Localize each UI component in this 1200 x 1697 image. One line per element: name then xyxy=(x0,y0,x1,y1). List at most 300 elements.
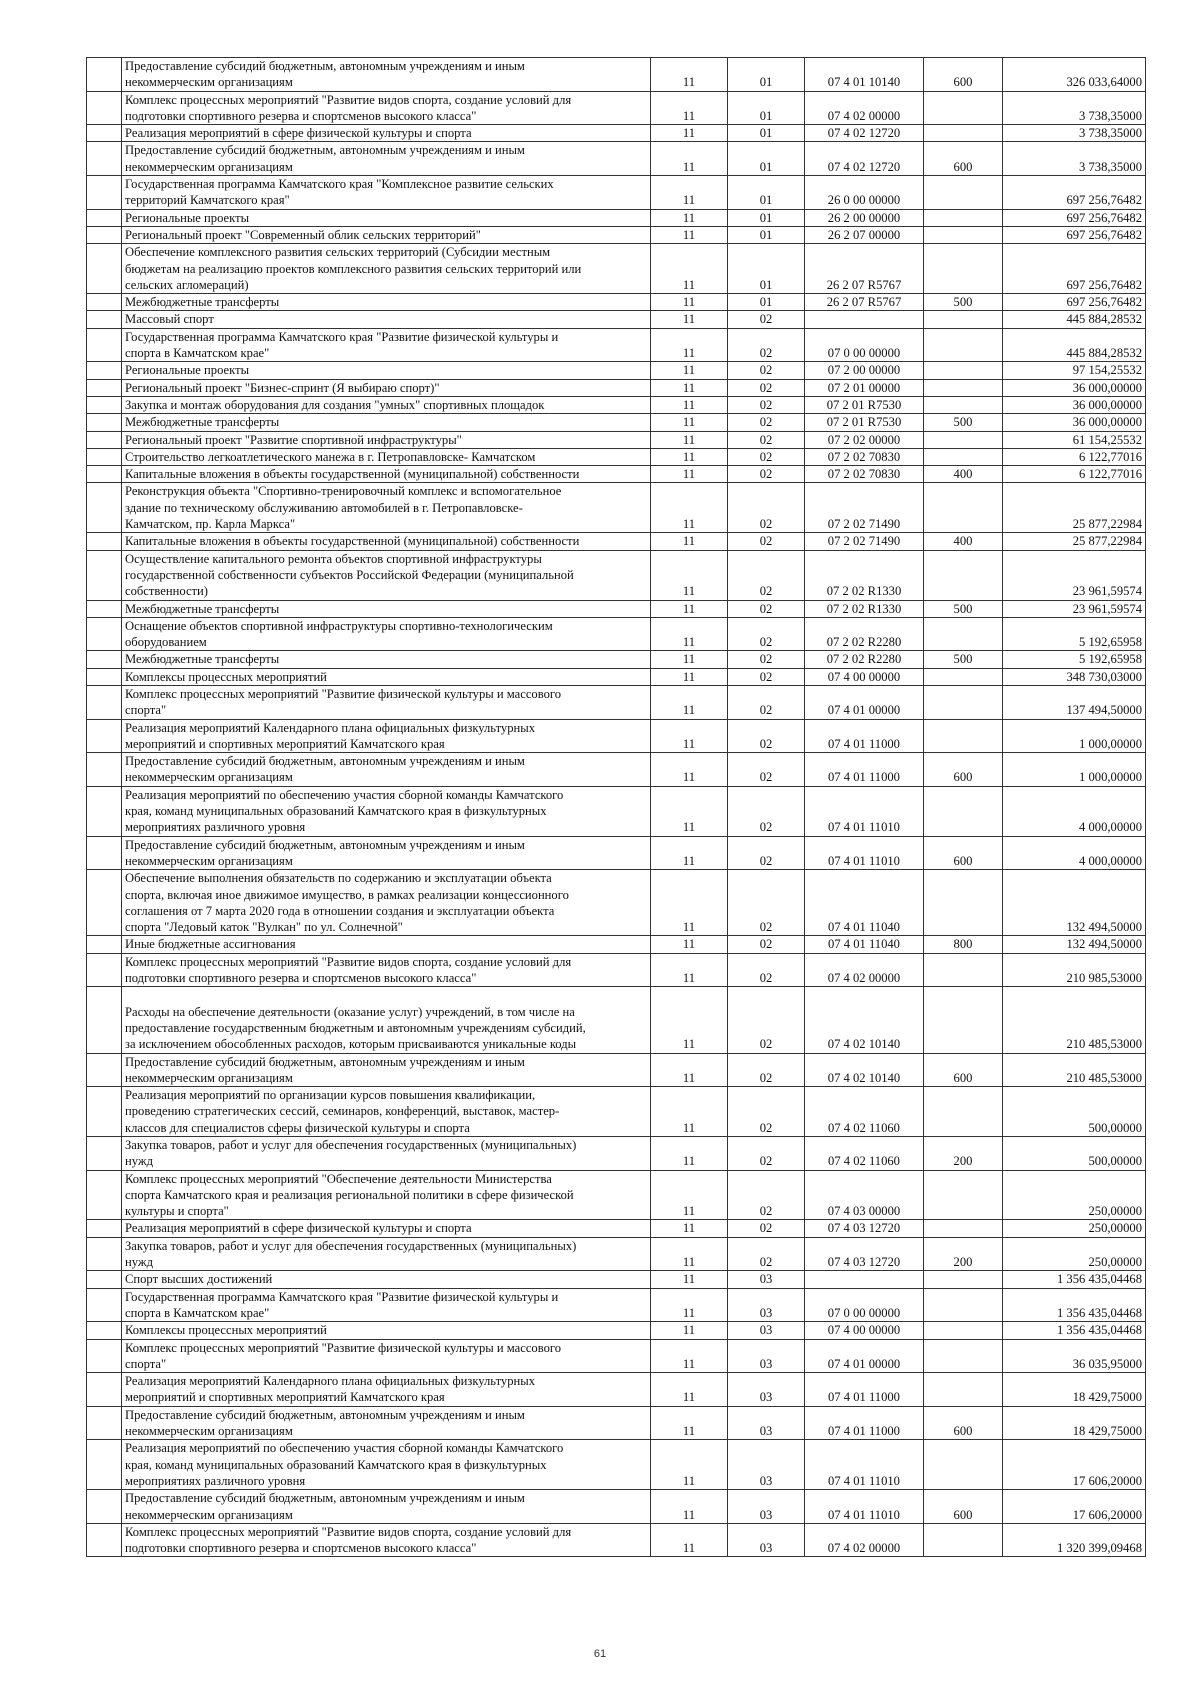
table-row xyxy=(87,1271,1146,1288)
subsection-code-cell: 02 xyxy=(728,870,805,936)
expense-type-cell xyxy=(924,550,1003,600)
section-code-cell: 11 xyxy=(651,685,728,719)
section-code-cell: 11 xyxy=(651,953,728,987)
target-article-cell: 07 4 03 12720 xyxy=(805,1220,924,1237)
expense-type-cell: 400 xyxy=(924,533,1003,550)
expense-type-cell xyxy=(924,483,1003,533)
section-code-cell: 11 xyxy=(651,836,728,870)
blank-cell xyxy=(87,58,122,92)
expense-type-cell xyxy=(924,1087,1003,1137)
target-article-cell xyxy=(805,1271,924,1288)
table-row xyxy=(87,1170,1146,1220)
subsection-code-cell: 02 xyxy=(728,362,805,379)
target-article-cell: 07 4 01 11000 xyxy=(805,1406,924,1440)
blank-cell xyxy=(87,1440,122,1490)
item-name-cell: Комплексы процессных мероприятий xyxy=(122,1322,651,1339)
blank-cell xyxy=(87,362,122,379)
expense-type-cell xyxy=(924,1288,1003,1322)
target-article-cell: 07 4 01 11000 xyxy=(805,1373,924,1407)
subsection-code-cell: 01 xyxy=(728,226,805,243)
subsection-code-cell: 02 xyxy=(728,448,805,465)
expense-type-cell xyxy=(924,91,1003,125)
subsection-code-cell: 02 xyxy=(728,685,805,719)
table-row xyxy=(87,176,1146,210)
expense-type-cell xyxy=(924,431,1003,448)
amount-cell: 17 606,20000 xyxy=(1003,1440,1146,1490)
subsection-code-cell: 03 xyxy=(728,1490,805,1524)
subsection-code-cell: 01 xyxy=(728,209,805,226)
table-row xyxy=(87,448,1146,465)
item-name-cell: Реализация мероприятий по обеспечению участия сборной команды Камчатского края, команд муниципальных образований Камчатского края в физкультурных мероприятиях различного уровня xyxy=(122,1440,651,1490)
expense-type-cell: 500 xyxy=(924,294,1003,311)
subsection-code-cell: 02 xyxy=(728,1237,805,1271)
table-row xyxy=(87,533,1146,550)
item-name-cell: Межбюджетные трансферты xyxy=(122,414,651,431)
amount-cell: 1 000,00000 xyxy=(1003,753,1146,787)
expense-type-cell: 600 xyxy=(924,1490,1003,1524)
target-article-cell: 07 4 03 00000 xyxy=(805,1170,924,1220)
expense-type-cell: 600 xyxy=(924,1053,1003,1087)
expense-type-cell xyxy=(924,125,1003,142)
subsection-code-cell: 01 xyxy=(728,244,805,294)
subsection-code-cell: 02 xyxy=(728,431,805,448)
subsection-code-cell: 02 xyxy=(728,414,805,431)
blank-cell xyxy=(87,142,122,176)
subsection-code-cell: 02 xyxy=(728,1137,805,1171)
amount-cell: 25 877,22984 xyxy=(1003,483,1146,533)
blank-cell xyxy=(87,550,122,600)
blank-cell xyxy=(87,719,122,753)
blank-cell xyxy=(87,1137,122,1171)
subsection-code-cell: 01 xyxy=(728,125,805,142)
amount-cell: 250,00000 xyxy=(1003,1237,1146,1271)
subsection-code-cell: 02 xyxy=(728,550,805,600)
blank-cell xyxy=(87,431,122,448)
amount-cell: 1 356 435,04468 xyxy=(1003,1322,1146,1339)
section-code-cell: 11 xyxy=(651,987,728,1053)
table-row xyxy=(87,466,1146,483)
blank-cell xyxy=(87,1271,122,1288)
blank-cell xyxy=(87,1322,122,1339)
item-name-cell: Реконструкция объекта "Спортивно-тренировочный комплекс и вспомогательное здание по техническому обслуживанию автомобилей в г. Петропавловске- Камчатском, пр. Карла Маркса" xyxy=(122,483,651,533)
blank-cell xyxy=(87,953,122,987)
expense-type-cell: 500 xyxy=(924,414,1003,431)
target-article-cell: 07 2 01 R7530 xyxy=(805,396,924,413)
amount-cell: 23 961,59574 xyxy=(1003,600,1146,617)
table-row xyxy=(87,1053,1146,1087)
item-name-cell: Региональный проект "Современный облик сельских территорий" xyxy=(122,226,651,243)
table-row xyxy=(87,209,1146,226)
section-code-cell: 11 xyxy=(651,786,728,836)
blank-cell xyxy=(87,448,122,465)
table-row xyxy=(87,1440,1146,1490)
subsection-code-cell: 03 xyxy=(728,1373,805,1407)
blank-cell xyxy=(87,1523,122,1557)
expense-type-cell xyxy=(924,396,1003,413)
blank-cell xyxy=(87,1237,122,1271)
section-code-cell: 11 xyxy=(651,483,728,533)
target-article-cell: 07 4 01 00000 xyxy=(805,685,924,719)
subsection-code-cell: 03 xyxy=(728,1523,805,1557)
blank-cell xyxy=(87,600,122,617)
table-row xyxy=(87,617,1146,651)
target-article-cell: 07 2 02 71490 xyxy=(805,483,924,533)
section-code-cell: 11 xyxy=(651,870,728,936)
blank-cell xyxy=(87,1053,122,1087)
item-name-cell: Межбюджетные трансферты xyxy=(122,294,651,311)
expense-type-cell xyxy=(924,617,1003,651)
table-row xyxy=(87,226,1146,243)
item-name-cell: Реализация мероприятий в сфере физической культуры и спорта xyxy=(122,125,651,142)
table-row xyxy=(87,1523,1146,1557)
subsection-code-cell: 03 xyxy=(728,1322,805,1339)
blank-cell xyxy=(87,294,122,311)
amount-cell: 1 000,00000 xyxy=(1003,719,1146,753)
item-name-cell: Закупка товаров, работ и услуг для обеспечения государственных (муниципальных) нужд xyxy=(122,1137,651,1171)
subsection-code-cell: 02 xyxy=(728,396,805,413)
amount-cell: 132 494,50000 xyxy=(1003,936,1146,953)
blank-cell xyxy=(87,311,122,328)
item-name-cell: Комплекс процессных мероприятий "Развитие видов спорта, создание условий для подготовки спортивного резерва и спортсменов высокого класса" xyxy=(122,91,651,125)
target-article-cell: 07 4 02 12720 xyxy=(805,125,924,142)
amount-cell: 697 256,76482 xyxy=(1003,244,1146,294)
expense-type-cell: 600 xyxy=(924,836,1003,870)
blank-cell xyxy=(87,651,122,668)
expense-type-cell xyxy=(924,1271,1003,1288)
section-code-cell: 11 xyxy=(651,226,728,243)
item-name-cell: Региональные проекты xyxy=(122,209,651,226)
amount-cell: 17 606,20000 xyxy=(1003,1490,1146,1524)
table-row xyxy=(87,294,1146,311)
blank-cell xyxy=(87,1373,122,1407)
table-row xyxy=(87,58,1146,92)
subsection-code-cell: 02 xyxy=(728,533,805,550)
expense-type-cell xyxy=(924,719,1003,753)
expense-type-cell xyxy=(924,311,1003,328)
item-name-cell: Государственная программа Камчатского края "Развитие физической культуры и спорта в Камчатском крае" xyxy=(122,328,651,362)
amount-cell: 18 429,75000 xyxy=(1003,1406,1146,1440)
item-name-cell: Региональный проект "Развитие спортивной инфраструктуры" xyxy=(122,431,651,448)
blank-cell xyxy=(87,1220,122,1237)
section-code-cell: 11 xyxy=(651,379,728,396)
item-name-cell: Реализация мероприятий по организации курсов повышения квалификации, проведению стратегических сессий, семинаров, конференций, выставок, мастер- классов для специалистов сферы физической культуры и спорта xyxy=(122,1087,651,1137)
subsection-code-cell: 01 xyxy=(728,142,805,176)
subsection-code-cell: 02 xyxy=(728,1170,805,1220)
section-code-cell: 11 xyxy=(651,1288,728,1322)
table-row xyxy=(87,125,1146,142)
item-name-cell: Предоставление субсидий бюджетным, автономным учреждениям и иным некоммерческим организациям xyxy=(122,1490,651,1524)
table-row xyxy=(87,1087,1146,1137)
amount-cell: 250,00000 xyxy=(1003,1220,1146,1237)
table-row xyxy=(87,1373,1146,1407)
blank-cell xyxy=(87,753,122,787)
item-name-cell: Обеспечение комплексного развития сельских территорий (Субсидии местным бюджетам на реализацию проектов комплексного развития сельских территорий или сельских агломераций) xyxy=(122,244,651,294)
blank-cell xyxy=(87,1288,122,1322)
table-row xyxy=(87,244,1146,294)
section-code-cell: 11 xyxy=(651,1271,728,1288)
table-row xyxy=(87,431,1146,448)
target-article-cell: 07 4 01 11010 xyxy=(805,1440,924,1490)
blank-cell xyxy=(87,483,122,533)
expense-type-cell xyxy=(924,209,1003,226)
amount-cell: 36 000,00000 xyxy=(1003,414,1146,431)
item-name-cell: Капитальные вложения в объекты государственной (муниципальной) собственности xyxy=(122,533,651,550)
amount-cell: 445 884,28532 xyxy=(1003,311,1146,328)
blank-cell xyxy=(87,1406,122,1440)
expense-type-cell xyxy=(924,668,1003,685)
target-article-cell: 07 2 01 R7530 xyxy=(805,414,924,431)
amount-cell: 445 884,28532 xyxy=(1003,328,1146,362)
target-article-cell: 07 4 02 00000 xyxy=(805,953,924,987)
table-row xyxy=(87,550,1146,600)
blank-cell xyxy=(87,209,122,226)
item-name-cell: Комплекс процессных мероприятий "Обеспечение деятельности Министерства спорта Камчатского края и реализация региональной политики в сфере физической культуры и спорта" xyxy=(122,1170,651,1220)
amount-cell: 3 738,35000 xyxy=(1003,125,1146,142)
target-article-cell: 07 4 00 00000 xyxy=(805,668,924,685)
target-article-cell: 07 0 00 00000 xyxy=(805,328,924,362)
item-name-cell: Реализация мероприятий по обеспечению участия сборной команды Камчатского края, команд муниципальных образований Камчатского края в физкультурных мероприятиях различного уровня xyxy=(122,786,651,836)
section-code-cell: 11 xyxy=(651,58,728,92)
item-name-cell: Спорт высших достижений xyxy=(122,1271,651,1288)
amount-cell: 250,00000 xyxy=(1003,1170,1146,1220)
section-code-cell: 11 xyxy=(651,142,728,176)
amount-cell: 4 000,00000 xyxy=(1003,786,1146,836)
subsection-code-cell: 02 xyxy=(728,466,805,483)
item-name-cell: Иные бюджетные ассигнования xyxy=(122,936,651,953)
blank-cell xyxy=(87,396,122,413)
blank-cell xyxy=(87,987,122,1053)
section-code-cell: 11 xyxy=(651,1237,728,1271)
section-code-cell: 11 xyxy=(651,936,728,953)
item-name-cell: Оснащение объектов спортивной инфраструктуры спортивно-технологическим оборудованием xyxy=(122,617,651,651)
expense-type-cell xyxy=(924,448,1003,465)
target-article-cell: 07 4 01 11000 xyxy=(805,719,924,753)
amount-cell: 3 738,35000 xyxy=(1003,142,1146,176)
amount-cell: 5 192,65958 xyxy=(1003,651,1146,668)
expense-type-cell xyxy=(924,1170,1003,1220)
expense-type-cell: 500 xyxy=(924,600,1003,617)
item-name-cell: Массовый спорт xyxy=(122,311,651,328)
amount-cell: 697 256,76482 xyxy=(1003,209,1146,226)
expense-type-cell xyxy=(924,870,1003,936)
expense-type-cell: 600 xyxy=(924,753,1003,787)
blank-cell xyxy=(87,533,122,550)
amount-cell: 18 429,75000 xyxy=(1003,1373,1146,1407)
section-code-cell: 11 xyxy=(651,328,728,362)
section-code-cell: 11 xyxy=(651,125,728,142)
table-row xyxy=(87,483,1146,533)
amount-cell: 1 356 435,04468 xyxy=(1003,1271,1146,1288)
expense-type-cell xyxy=(924,379,1003,396)
subsection-code-cell: 01 xyxy=(728,294,805,311)
target-article-cell: 07 2 02 R2280 xyxy=(805,617,924,651)
target-article-cell: 07 4 02 11060 xyxy=(805,1087,924,1137)
subsection-code-cell: 02 xyxy=(728,483,805,533)
amount-cell: 1 356 435,04468 xyxy=(1003,1288,1146,1322)
subsection-code-cell: 02 xyxy=(728,836,805,870)
subsection-code-cell: 01 xyxy=(728,91,805,125)
target-article-cell: 07 4 01 11000 xyxy=(805,753,924,787)
blank-cell xyxy=(87,176,122,210)
section-code-cell: 11 xyxy=(651,1440,728,1490)
table-row xyxy=(87,142,1146,176)
expense-type-cell xyxy=(924,1339,1003,1373)
table-row xyxy=(87,936,1146,953)
target-article-cell: 07 4 02 00000 xyxy=(805,91,924,125)
section-code-cell: 11 xyxy=(651,617,728,651)
item-name-cell: Закупка и монтаж оборудования для создания "умных" спортивных площадок xyxy=(122,396,651,413)
table-row xyxy=(87,396,1146,413)
blank-cell xyxy=(87,379,122,396)
section-code-cell: 11 xyxy=(651,448,728,465)
target-article-cell: 07 2 02 R1330 xyxy=(805,550,924,600)
subsection-code-cell: 02 xyxy=(728,617,805,651)
section-code-cell: 11 xyxy=(651,1087,728,1137)
amount-cell: 500,00000 xyxy=(1003,1137,1146,1171)
target-article-cell: 26 2 07 R5767 xyxy=(805,244,924,294)
expense-type-cell xyxy=(924,1440,1003,1490)
item-name-cell: Комплекс процессных мероприятий "Развитие физической культуры и массового спорта" xyxy=(122,685,651,719)
table-row xyxy=(87,668,1146,685)
expense-type-cell xyxy=(924,1220,1003,1237)
subsection-code-cell: 03 xyxy=(728,1406,805,1440)
item-name-cell: Государственная программа Камчатского края "Развитие физической культуры и спорта в Камчатском крае" xyxy=(122,1288,651,1322)
expense-type-cell: 400 xyxy=(924,466,1003,483)
section-code-cell: 11 xyxy=(651,1373,728,1407)
table-row xyxy=(87,1288,1146,1322)
amount-cell: 210 485,53000 xyxy=(1003,1053,1146,1087)
blank-cell xyxy=(87,870,122,936)
item-name-cell: Реализация мероприятий в сфере физической культуры и спорта xyxy=(122,1220,651,1237)
expense-type-cell xyxy=(924,1373,1003,1407)
table-row xyxy=(87,1220,1146,1237)
section-code-cell: 11 xyxy=(651,311,728,328)
section-code-cell: 11 xyxy=(651,244,728,294)
table-row xyxy=(87,719,1146,753)
table-row xyxy=(87,91,1146,125)
target-article-cell: 07 4 00 00000 xyxy=(805,1322,924,1339)
section-code-cell: 11 xyxy=(651,550,728,600)
subsection-code-cell: 02 xyxy=(728,936,805,953)
subsection-code-cell: 02 xyxy=(728,1220,805,1237)
target-article-cell: 07 4 01 11010 xyxy=(805,786,924,836)
item-name-cell: Предоставление субсидий бюджетным, автономным учреждениям и иным некоммерческим организациям xyxy=(122,1406,651,1440)
expense-type-cell: 800 xyxy=(924,936,1003,953)
table-row xyxy=(87,753,1146,787)
target-article-cell: 26 2 07 R5767 xyxy=(805,294,924,311)
expense-type-cell: 200 xyxy=(924,1237,1003,1271)
amount-cell: 210 485,53000 xyxy=(1003,987,1146,1053)
target-article-cell: 07 2 01 00000 xyxy=(805,379,924,396)
amount-cell: 132 494,50000 xyxy=(1003,870,1146,936)
expense-type-cell: 500 xyxy=(924,651,1003,668)
expense-type-cell xyxy=(924,786,1003,836)
section-code-cell: 11 xyxy=(651,294,728,311)
amount-cell: 326 033,64000 xyxy=(1003,58,1146,92)
table-row xyxy=(87,685,1146,719)
blank-cell xyxy=(87,685,122,719)
expense-type-cell: 200 xyxy=(924,1137,1003,1171)
item-name-cell: Предоставление субсидий бюджетным, автономным учреждениям и иным некоммерческим организациям xyxy=(122,1053,651,1087)
subsection-code-cell: 02 xyxy=(728,953,805,987)
table-row xyxy=(87,870,1146,936)
expense-type-cell xyxy=(924,226,1003,243)
expense-type-cell: 600 xyxy=(924,58,1003,92)
section-code-cell: 11 xyxy=(651,1220,728,1237)
item-name-cell: Межбюджетные трансферты xyxy=(122,600,651,617)
blank-cell xyxy=(87,836,122,870)
amount-cell: 25 877,22984 xyxy=(1003,533,1146,550)
amount-cell: 23 961,59574 xyxy=(1003,550,1146,600)
subsection-code-cell: 02 xyxy=(728,1087,805,1137)
item-name-cell: Строительство легкоатлетического манежа в г. Петропавловске- Камчатском xyxy=(122,448,651,465)
subsection-code-cell: 02 xyxy=(728,753,805,787)
subsection-code-cell: 02 xyxy=(728,668,805,685)
blank-cell xyxy=(87,125,122,142)
item-name-cell: Межбюджетные трансферты xyxy=(122,651,651,668)
expense-type-cell xyxy=(924,953,1003,987)
item-name-cell: Комплекс процессных мероприятий "Развитие видов спорта, создание условий для подготовки спортивного резерва и спортсменов высокого класса" xyxy=(122,1523,651,1557)
section-code-cell: 11 xyxy=(651,431,728,448)
item-name-cell: Предоставление субсидий бюджетным, автономным учреждениям и иным некоммерческим организациям xyxy=(122,58,651,92)
section-code-cell: 11 xyxy=(651,651,728,668)
section-code-cell: 11 xyxy=(651,1523,728,1557)
item-name-cell: Реализация мероприятий Календарного плана официальных физкультурных мероприятий и спортивных мероприятий Камчатского края xyxy=(122,1373,651,1407)
target-article-cell: 07 4 01 00000 xyxy=(805,1339,924,1373)
amount-cell: 6 122,77016 xyxy=(1003,448,1146,465)
amount-cell: 36 000,00000 xyxy=(1003,379,1146,396)
section-code-cell: 11 xyxy=(651,1053,728,1087)
item-name-cell: Капитальные вложения в объекты государственной (муниципальной) собственности xyxy=(122,466,651,483)
amount-cell: 3 738,35000 xyxy=(1003,91,1146,125)
amount-cell: 4 000,00000 xyxy=(1003,836,1146,870)
item-name-cell: Региональные проекты xyxy=(122,362,651,379)
blank-cell xyxy=(87,1087,122,1137)
target-article-cell: 07 4 02 12720 xyxy=(805,142,924,176)
amount-cell: 36 035,95000 xyxy=(1003,1339,1146,1373)
table-row xyxy=(87,328,1146,362)
section-code-cell: 11 xyxy=(651,396,728,413)
item-name-cell: Обеспечение выполнения обязательств по содержанию и эксплуатации объекта спорта, включая иное движимое имущество, в рамках реализации концессионного соглашения от 7 марта 2020 года в отношении создания и эксплуатации объекта спорта "Ледовый каток "Вулкан" по ул. Солнечной" xyxy=(122,870,651,936)
table-row xyxy=(87,836,1146,870)
subsection-code-cell: 02 xyxy=(728,651,805,668)
section-code-cell: 11 xyxy=(651,176,728,210)
section-code-cell: 11 xyxy=(651,1339,728,1373)
expense-type-cell: 600 xyxy=(924,142,1003,176)
subsection-code-cell: 02 xyxy=(728,719,805,753)
item-name-cell: Реализация мероприятий Календарного плана официальных физкультурных мероприятий и спортивных мероприятий Камчатского края xyxy=(122,719,651,753)
target-article-cell: 07 0 00 00000 xyxy=(805,1288,924,1322)
expense-type-cell xyxy=(924,1322,1003,1339)
target-article-cell: 26 0 00 00000 xyxy=(805,176,924,210)
table-row xyxy=(87,600,1146,617)
table-row xyxy=(87,1322,1146,1339)
table-row xyxy=(87,1490,1146,1524)
blank-cell xyxy=(87,226,122,243)
target-article-cell: 07 2 02 70830 xyxy=(805,466,924,483)
item-name-cell: Расходы на обеспечение деятельности (оказание услуг) учреждений, в том числе на предоставление государственным бюджетным и автономным учреждениям субсидий, за исключением обособленных расходов, которым присваиваются уникальные коды xyxy=(122,987,651,1053)
item-name-cell: Комплекс процессных мероприятий "Развитие физической культуры и массового спорта" xyxy=(122,1339,651,1373)
blank-cell xyxy=(87,1490,122,1524)
amount-cell: 697 256,76482 xyxy=(1003,176,1146,210)
budget-table xyxy=(86,57,1146,1557)
amount-cell: 697 256,76482 xyxy=(1003,226,1146,243)
blank-cell xyxy=(87,786,122,836)
expense-type-cell: 600 xyxy=(924,1406,1003,1440)
subsection-code-cell: 03 xyxy=(728,1339,805,1373)
blank-cell xyxy=(87,91,122,125)
section-code-cell: 11 xyxy=(651,362,728,379)
